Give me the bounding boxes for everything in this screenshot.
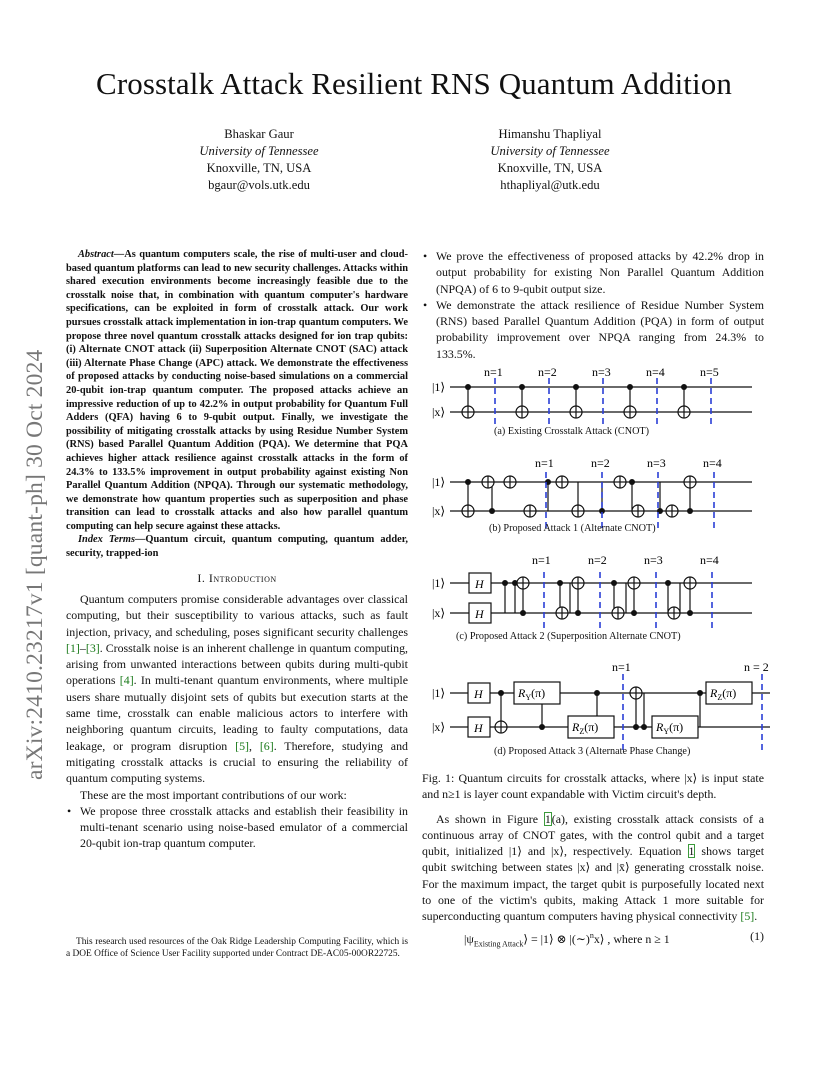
svg-text:H: H [474, 687, 483, 701]
author-email[interactable]: hthapliyal@utk.edu [500, 178, 600, 192]
index-terms-label: Index Terms [78, 534, 136, 546]
funding-footnote: This research used resources of the Oak Ridge Leadership Computing Facility, which is a DOE Office of Science User Facility supported under Contract DE-AC05-00OR22725. [66, 937, 408, 959]
right-paragraph-1: As shown in Figure 1(a), existing crosstalk attack consists of a continuous array of CNOT gates, with the control qubit and a target qubit, initialized |1⟩ and |x⟩, respectively. Equation 1 shows target qubit switching between states |x⟩ and |x̄⟩ generating crosstalk noise. For the maximum impact, the target qubit is purposefully located next to one of the victim's qubits, making Attack 1 more suitable for superconducting quantum computers having physical connectivity [ 5 ] . [422, 811, 764, 925]
layer-label: n=4 [700, 553, 719, 567]
intro-paragraph-1: Quantum computers promise considerable advantages over classical computing, but their susceptibility to various attacks, such as fault injection, privacy, and scheduling, poses significant security challenges [ 1 ] –[ 3 ] . Crosstalk noise is an inherent challenge in quantum computing, arising from unwanted interactions between qubits during multi-qubit operations [ 4 ] . In multi-tenant quantum environments, where multiple users share mutually disjoint sets of qubits but execution starts at the same time, crosstalk can enable malicious actors to interfere with neighboring quantum circuits, leading to faulty computations, data leakage, or program disruption [ 5 ] , [ 6 ] . Therefore, studying and mitigating crosstalk attacks is crucial to ensuring the reliability of quantum computing systems. [66, 591, 408, 787]
ket-one-label: |1⟩ [432, 576, 446, 590]
layer-label: n=2 [591, 456, 610, 470]
layer-label: n=3 [592, 365, 611, 379]
layer-label: n=1 [484, 365, 503, 379]
citation-link[interactable]: [ 5 ] [235, 739, 249, 753]
panel-b-alternate-cnot [432, 456, 752, 528]
svg-text:H: H [474, 721, 483, 735]
ket-x-label: |x⟩ [432, 720, 446, 734]
layer-label: n=3 [644, 553, 663, 567]
section-title: Introduction [208, 570, 277, 585]
subfigure-caption-b: (b) Proposed Attack 1 (Alternate CNOT) [489, 523, 656, 534]
author-name: Bhaskar Gaur [224, 127, 294, 141]
ket-one-label: |1⟩ [432, 380, 446, 394]
layer-label: n=4 [646, 365, 665, 379]
author-name: Himanshu Thapliyal [498, 127, 602, 141]
paper-title: Crosstalk Attack Resilient RNS Quantum Addition [96, 66, 732, 101]
citation-link[interactable]: [ 4 ] [120, 673, 134, 687]
contribution-bullet-3: • We demonstrate the attack resilience of Residue Number System (RNS) based Parallel Quantum Addition (PQA) in form of output probability improvement over NPQA ranging from 24.3% to 133.5%. [423, 297, 764, 361]
layer-label: n=1 [532, 553, 551, 567]
citation-link[interactable]: [ 1 ] [66, 641, 80, 655]
svg-text:RZ(π): $R_Z(\pi)$ [572, 720, 599, 736]
equation-reference-link[interactable]: 1 [688, 844, 695, 859]
citation-link[interactable]: [ 5 ] [740, 909, 754, 923]
arxiv-identifier: arXiv:2410.23217v1 [quant-ph] 30 Oct 2024 [22, 349, 48, 780]
figure-1-caption: Fig. 1: Quantum circuits for crosstalk attacks, where |x⟩ is input state and n≥1 is layer count expandable with Victim circuit's depth. [422, 771, 764, 802]
section-number: I. [197, 570, 206, 585]
layer-label: n=2 [588, 553, 607, 567]
right-column-text [422, 770, 764, 947]
contribution-bullet-1: • We propose three crosstalk attacks and establish their feasibility in multi-tenant scenario using noise-based emulator of a commercial 20-qubit ion-trap quantum computer. [67, 803, 408, 851]
figure-reference-link[interactable]: 1 [544, 811, 551, 826]
svg-text:H: H [475, 607, 484, 621]
author-email[interactable]: bgaur@vols.utk.edu [208, 178, 310, 192]
subfigure-caption-c: (c) Proposed Attack 2 (Superposition Alternate CNOT) [456, 631, 681, 642]
citation-link[interactable]: [ 6 ] [260, 739, 274, 753]
subfigure-caption-a: (a) Existing Crosstalk Attack (CNOT) [494, 426, 650, 437]
svg-text:H: H [475, 577, 484, 591]
panel-d-alternate-phase-change [432, 660, 770, 750]
abstract-text: —As quantum computers scale, the rise of multi-user and cloud-based quantum platforms can lead to new security challenges. Attacks within shared execution environments become increasingly feasible due to the crosstalk noise that, in combination with quantum computer's hardware specifications, can be exploited in form of crosstalk attack. Our work pursues crosstalk attack implementation in ion-trap quantum computers. We propose three novel quantum crosstalk attacks designed for ion trap qubits: (i) Alternate CNOT attack (ii) Superposition Alternate CNOT (SAC) attack (iii) Alternate Phase Change (APC) attack. We demonstrate the effectiveness of proposed attacks by conducting noise-based simulations on a commercial 20-qubit ion-trap quantum computer. The proposed attacks achieve an impressive reduction of up to 42.2% in output probability for Quantum Full Adders (QFA) having 6 to 9-qubit output. Finally, we investigate the possibility of mitigating crosstalk attacks by using Residue Number System (RNS) based Parallel Quantum Addition (PQA). We determine that PQA achieves higher attack resilience against crosstalk attacks in the form of 24.3% to 133.5% improvement in output probability against existing Non Parallel Quantum Addition (NPQA). Through our systematic methodology, we demonstrate how quantum properties such as superposition and phase transition can lead to crosstalk attacks and also how parallel quantum computing can help secure against these attacks. [66, 249, 408, 532]
author-location: Knoxville, TN, USA [206, 161, 312, 175]
abstract-label: Abstract [78, 249, 114, 260]
ket-one-label: |1⟩ [432, 686, 446, 700]
ket-x-label: |x⟩ [432, 504, 446, 518]
layer-label: n=1 [612, 660, 631, 674]
layer-label: n=2 [538, 365, 557, 379]
subfigure-caption-d: (d) Proposed Attack 3 (Alternate Phase Change) [494, 746, 691, 757]
contribution-bullet-2: • We prove the effectiveness of proposed attacks by 42.2% drop in output probability for existing Non Parallel Quantum Addition (NPQA) of 6 to 9-qubit output size. [423, 249, 764, 296]
panel-c-superposition-alternate-cnot [432, 553, 752, 628]
svg-text:RY(π): $R_Y(\pi)$ [656, 720, 684, 736]
svg-text:RZ(π): $R_Z(\pi)$ [710, 686, 737, 702]
layer-label: n=3 [647, 456, 666, 470]
cnot-gate [462, 384, 690, 418]
svg-text:RY(π): $R_Y(\pi)$ [518, 686, 546, 702]
panel-a-existing-crosstalk [432, 365, 752, 428]
ket-x-label: |x⟩ [432, 606, 446, 620]
author-affiliation: University of Tennessee [490, 144, 610, 158]
equation-1: $|\psi_{Existing Attack}⟩$ = |1⟩ ⊗ |(∼)$^n$x⟩ , where n ≥ 1 (1) [464, 928, 764, 949]
author-affiliation: University of Tennessee [199, 144, 319, 158]
ket-one-label: |1⟩ [432, 475, 446, 489]
layer-label: n=4 [703, 456, 722, 470]
index-terms-text: —Quantum circuit, quantum computing, quantum adder, security, trapped-ion [66, 534, 408, 560]
layer-label: n = 2 [744, 660, 769, 674]
equation-number: (1) [750, 928, 764, 943]
ket-x-label: |x⟩ [432, 405, 446, 419]
intro-paragraph-2: These are the most important contributions of our work: [80, 787, 347, 802]
citation-link[interactable]: [ 3 ] [86, 641, 100, 655]
layer-label: n=1 [535, 456, 554, 470]
author-location: Knoxville, TN, USA [497, 161, 603, 175]
layer-label: n=5 [700, 365, 719, 379]
